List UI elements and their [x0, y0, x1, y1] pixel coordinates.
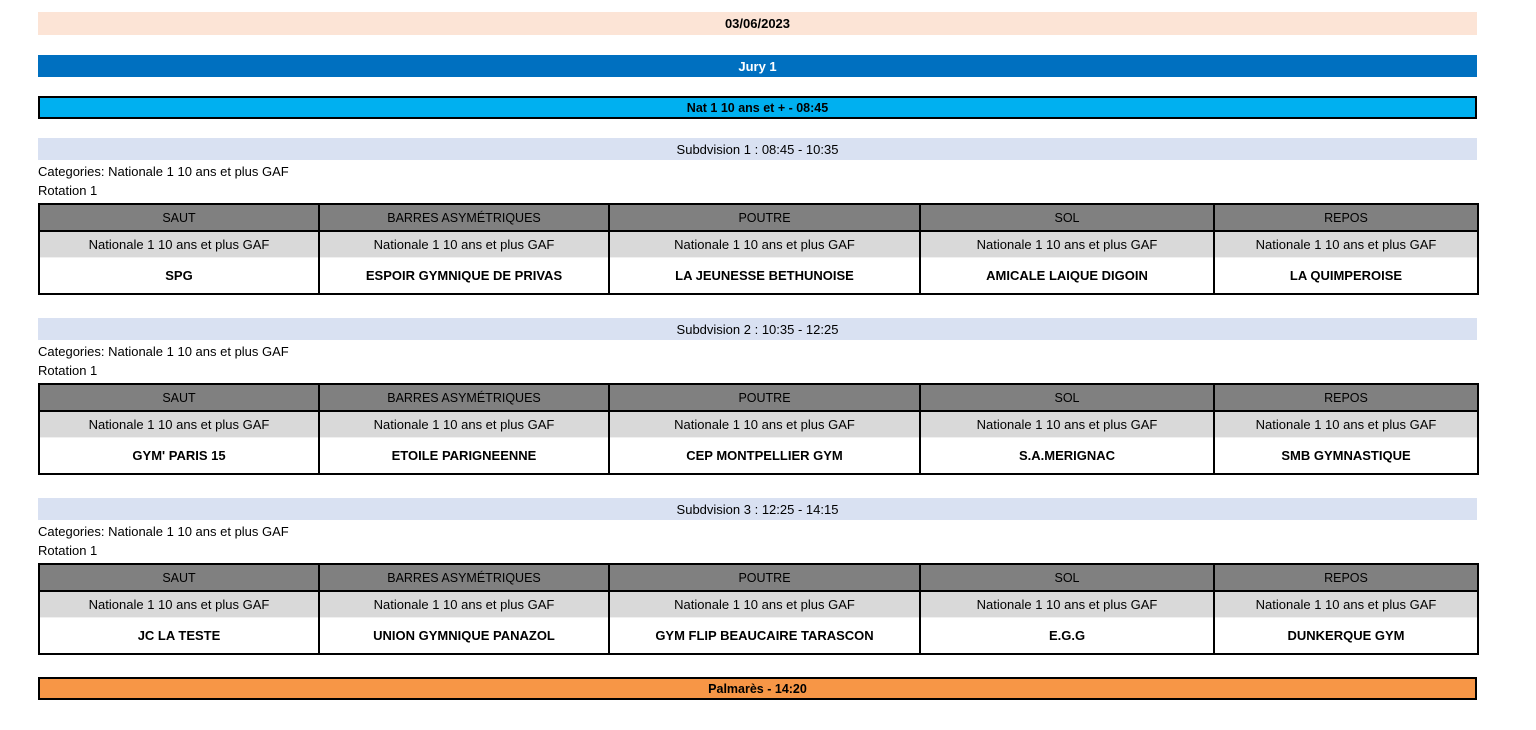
subdivision-1-title: Subdvision 1 : 08:45 - 10:35 [676, 141, 839, 157]
apparatus-header-barres: BARRES ASYMÉTRIQUES [319, 564, 609, 591]
club-cell: DUNKERQUE GYM [1214, 617, 1478, 654]
schedule-sheet [38, 12, 1477, 700]
apparatus-header-sol: SOL [920, 564, 1214, 591]
apparatus-header-row [39, 564, 1478, 591]
apparatus-header-saut: SAUT [39, 204, 319, 231]
category-cell: Nationale 1 10 ans et plus GAF [319, 231, 609, 257]
club-cell: ESPOIR GYMNIQUE DE PRIVAS [319, 257, 609, 294]
apparatus-header-barres: BARRES ASYMÉTRIQUES [319, 204, 609, 231]
clubs-row [39, 257, 1478, 294]
palmares-label: Palmarès - 14:20 [708, 681, 807, 696]
subdivision-2-rotation: Rotation 1 [38, 363, 98, 378]
subdivision-3-bar [38, 498, 1477, 520]
club-cell: GYM FLIP BEAUCAIRE TARASCON [609, 617, 920, 654]
apparatus-header-saut: SAUT [39, 384, 319, 411]
subdivision-1-rotation: Rotation 1 [38, 183, 98, 198]
apparatus-header-sol: SOL [920, 384, 1214, 411]
subdivision-3-rotation: Rotation 1 [38, 543, 98, 558]
apparatus-header-barres: BARRES ASYMÉTRIQUES [319, 384, 609, 411]
subdivision-2-title: Subdvision 2 : 10:35 - 12:25 [676, 321, 839, 337]
category-cell: Nationale 1 10 ans et plus GAF [1214, 231, 1478, 257]
subdivision-3-title: Subdvision 3 : 12:25 - 14:15 [676, 501, 839, 517]
club-cell: SPG [39, 257, 319, 294]
apparatus-header-repos: REPOS [1214, 564, 1478, 591]
subdivision-3-categories: Categories: Nationale 1 10 ans et plus GAF [38, 524, 289, 539]
clubs-row [39, 437, 1478, 474]
jury-label: Jury 1 [738, 58, 777, 74]
rotation-table-2 [38, 383, 1479, 475]
clubs-row [39, 617, 1478, 654]
apparatus-header-poutre: POUTRE [609, 564, 920, 591]
club-cell: SMB GYMNASTIQUE [1214, 437, 1478, 474]
category-cell: Nationale 1 10 ans et plus GAF [39, 231, 319, 257]
jury-bar [38, 55, 1477, 77]
palmares-bar [38, 677, 1477, 700]
apparatus-header-row [39, 204, 1478, 231]
rotation-table-3 [38, 563, 1479, 655]
category-row [39, 411, 1478, 437]
category-cell: Nationale 1 10 ans et plus GAF [1214, 591, 1478, 617]
category-cell: Nationale 1 10 ans et plus GAF [39, 591, 319, 617]
category-cell: Nationale 1 10 ans et plus GAF [920, 231, 1214, 257]
club-cell: JC LA TESTE [39, 617, 319, 654]
session-bar [38, 96, 1477, 119]
date-label: 03/06/2023 [724, 16, 791, 31]
category-cell: Nationale 1 10 ans et plus GAF [920, 591, 1214, 617]
club-cell: CEP MONTPELLIER GYM [609, 437, 920, 474]
rotation-table-1 [38, 203, 1479, 295]
subdivision-1-bar [38, 138, 1477, 160]
club-cell: ETOILE PARIGNEENNE [319, 437, 609, 474]
category-cell: Nationale 1 10 ans et plus GAF [319, 411, 609, 437]
category-cell: Nationale 1 10 ans et plus GAF [39, 411, 319, 437]
subdivision-2-bar [38, 318, 1477, 340]
club-cell: AMICALE LAIQUE DIGOIN [920, 257, 1214, 294]
category-row [39, 591, 1478, 617]
category-cell: Nationale 1 10 ans et plus GAF [609, 411, 920, 437]
apparatus-header-row [39, 384, 1478, 411]
club-cell: S.A.MERIGNAC [920, 437, 1214, 474]
club-cell: LA JEUNESSE BETHUNOISE [609, 257, 920, 294]
club-cell: UNION GYMNIQUE PANAZOL [319, 617, 609, 654]
date-bar [38, 12, 1477, 35]
club-cell: LA QUIMPEROISE [1214, 257, 1478, 294]
subdivision-1-categories: Categories: Nationale 1 10 ans et plus GAF [38, 164, 289, 179]
apparatus-header-sol: SOL [920, 204, 1214, 231]
category-cell: Nationale 1 10 ans et plus GAF [609, 591, 920, 617]
category-cell: Nationale 1 10 ans et plus GAF [319, 591, 609, 617]
club-cell: E.G.G [920, 617, 1214, 654]
category-cell: Nationale 1 10 ans et plus GAF [1214, 411, 1478, 437]
category-cell: Nationale 1 10 ans et plus GAF [609, 231, 920, 257]
apparatus-header-poutre: POUTRE [609, 384, 920, 411]
subdivision-2-categories: Categories: Nationale 1 10 ans et plus GAF [38, 344, 289, 359]
apparatus-header-repos: REPOS [1214, 384, 1478, 411]
category-cell: Nationale 1 10 ans et plus GAF [920, 411, 1214, 437]
apparatus-header-poutre: POUTRE [609, 204, 920, 231]
apparatus-header-saut: SAUT [39, 564, 319, 591]
category-row [39, 231, 1478, 257]
club-cell: GYM' PARIS 15 [39, 437, 319, 474]
session-label: Nat 1 10 ans et + - 08:45 [686, 100, 829, 115]
apparatus-header-repos: REPOS [1214, 204, 1478, 231]
